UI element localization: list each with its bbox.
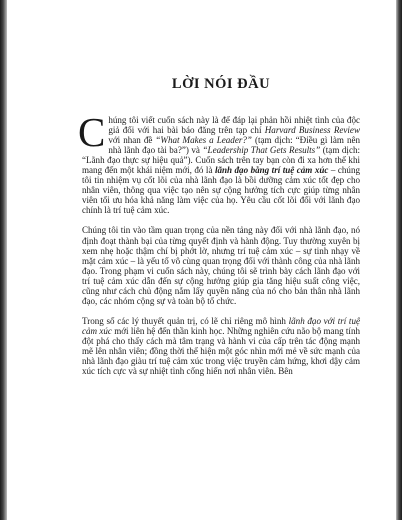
text-run: Chúng tôi tin vào tầm quan trọng của nền tảng này đối với nhà lãnh đạo, nó định đoạt thành bại của từng quyết định và hành động. Tuy thường xuyên bị xem nhẹ hoặc thậm chí bị phớt lờ, nhưng trí tuệ cảm xúc – sự tinh nhạy về mặt cảm xúc – là yếu tố vô cùng quan trọng đối với thành công của nhà lãnh đạo. Trong phạm vi cuốn sách này, chúng tôi sẽ trình bày cách lãnh đạo với trí tuệ cảm xúc dẫn đến sự cộng hưởng giúp gia tăng hiệu suất công việc, cũng như cách chủ động nắm lấy quyền năng của nó cho bản thân nhà lãnh đạo, các nhóm cộng sự và toàn bộ tổ chức. xyxy=(82,225,360,306)
paragraph xyxy=(82,316,360,376)
text-run: (tạm dịch: “Lãnh đạo thực sự hiệu quả”). Cuốn sách trên tay bạn còn đi xa hơn thế khi mang đến một khái niệm mới, đó là xyxy=(82,145,360,176)
text-run: (tạm dịch: “Điều gì làm nên nhà lãnh đạo tài ba?”) và xyxy=(108,135,361,156)
text-run: – chúng tôi tin nhiệm vụ cốt lõi của nhà lãnh đạo là bồi dưỡng cảm xúc tốt đẹp cho nhân viên, thông qua việc tạo nên sự cộng hưởng tích cực giúp từng nhân viên tối ưu hóa khả năng làm việc của họ. Yêu cầu cốt lõi đối với lãnh đạo chính là trí tuệ cảm xúc. xyxy=(82,165,360,216)
paragraph xyxy=(82,225,360,305)
drop-cap: C xyxy=(78,109,106,155)
italic-run: Harvard Business Review xyxy=(264,125,360,136)
italic-run: “What Makes a Leader?” xyxy=(155,135,252,146)
text-run: húng tôi viết cuốn sách này là để đáp lại phản hồi nhiệt tình của độc giả đối với hai bài báo đăng trên tạp chí xyxy=(108,115,360,136)
scan-edge-right xyxy=(396,0,402,520)
italic-run: “Leadership That Gets Results” xyxy=(202,145,321,156)
paragraph xyxy=(78,109,361,216)
italic-run: lãnh đạo với trí tuệ cảm xúc xyxy=(82,315,360,336)
book-page xyxy=(78,76,361,386)
scan-edge-left xyxy=(0,0,7,520)
text-run: mới liên hệ đến thần kinh học. Những nghiên cứu não bộ mang tính đột phá cho thấy cách mà tâm trạng và hành vi của cấp trên tác động mạnh mẽ lên nhân viên; đồng thời thể hiện một góc nhìn mới mẻ về sức mạnh của nhà lãnh đạo giàu trí tuệ cảm xúc trong việc truyền cảm hứng, khơi dậy cảm xúc tích cực và sự nhiệt tình cống hiến nơi nhân viên. Bên xyxy=(82,325,360,377)
body-text xyxy=(78,109,361,377)
page-title: LỜI NÓI ĐẦU xyxy=(171,76,271,92)
text-run: Trong số các lý thuyết quản trị, có lẽ chỉ riêng mô hình xyxy=(82,315,289,326)
text-run: với nhan đề xyxy=(108,135,156,146)
emphasis-run: lãnh đạo bằng trí tuệ cảm xúc xyxy=(214,165,329,176)
